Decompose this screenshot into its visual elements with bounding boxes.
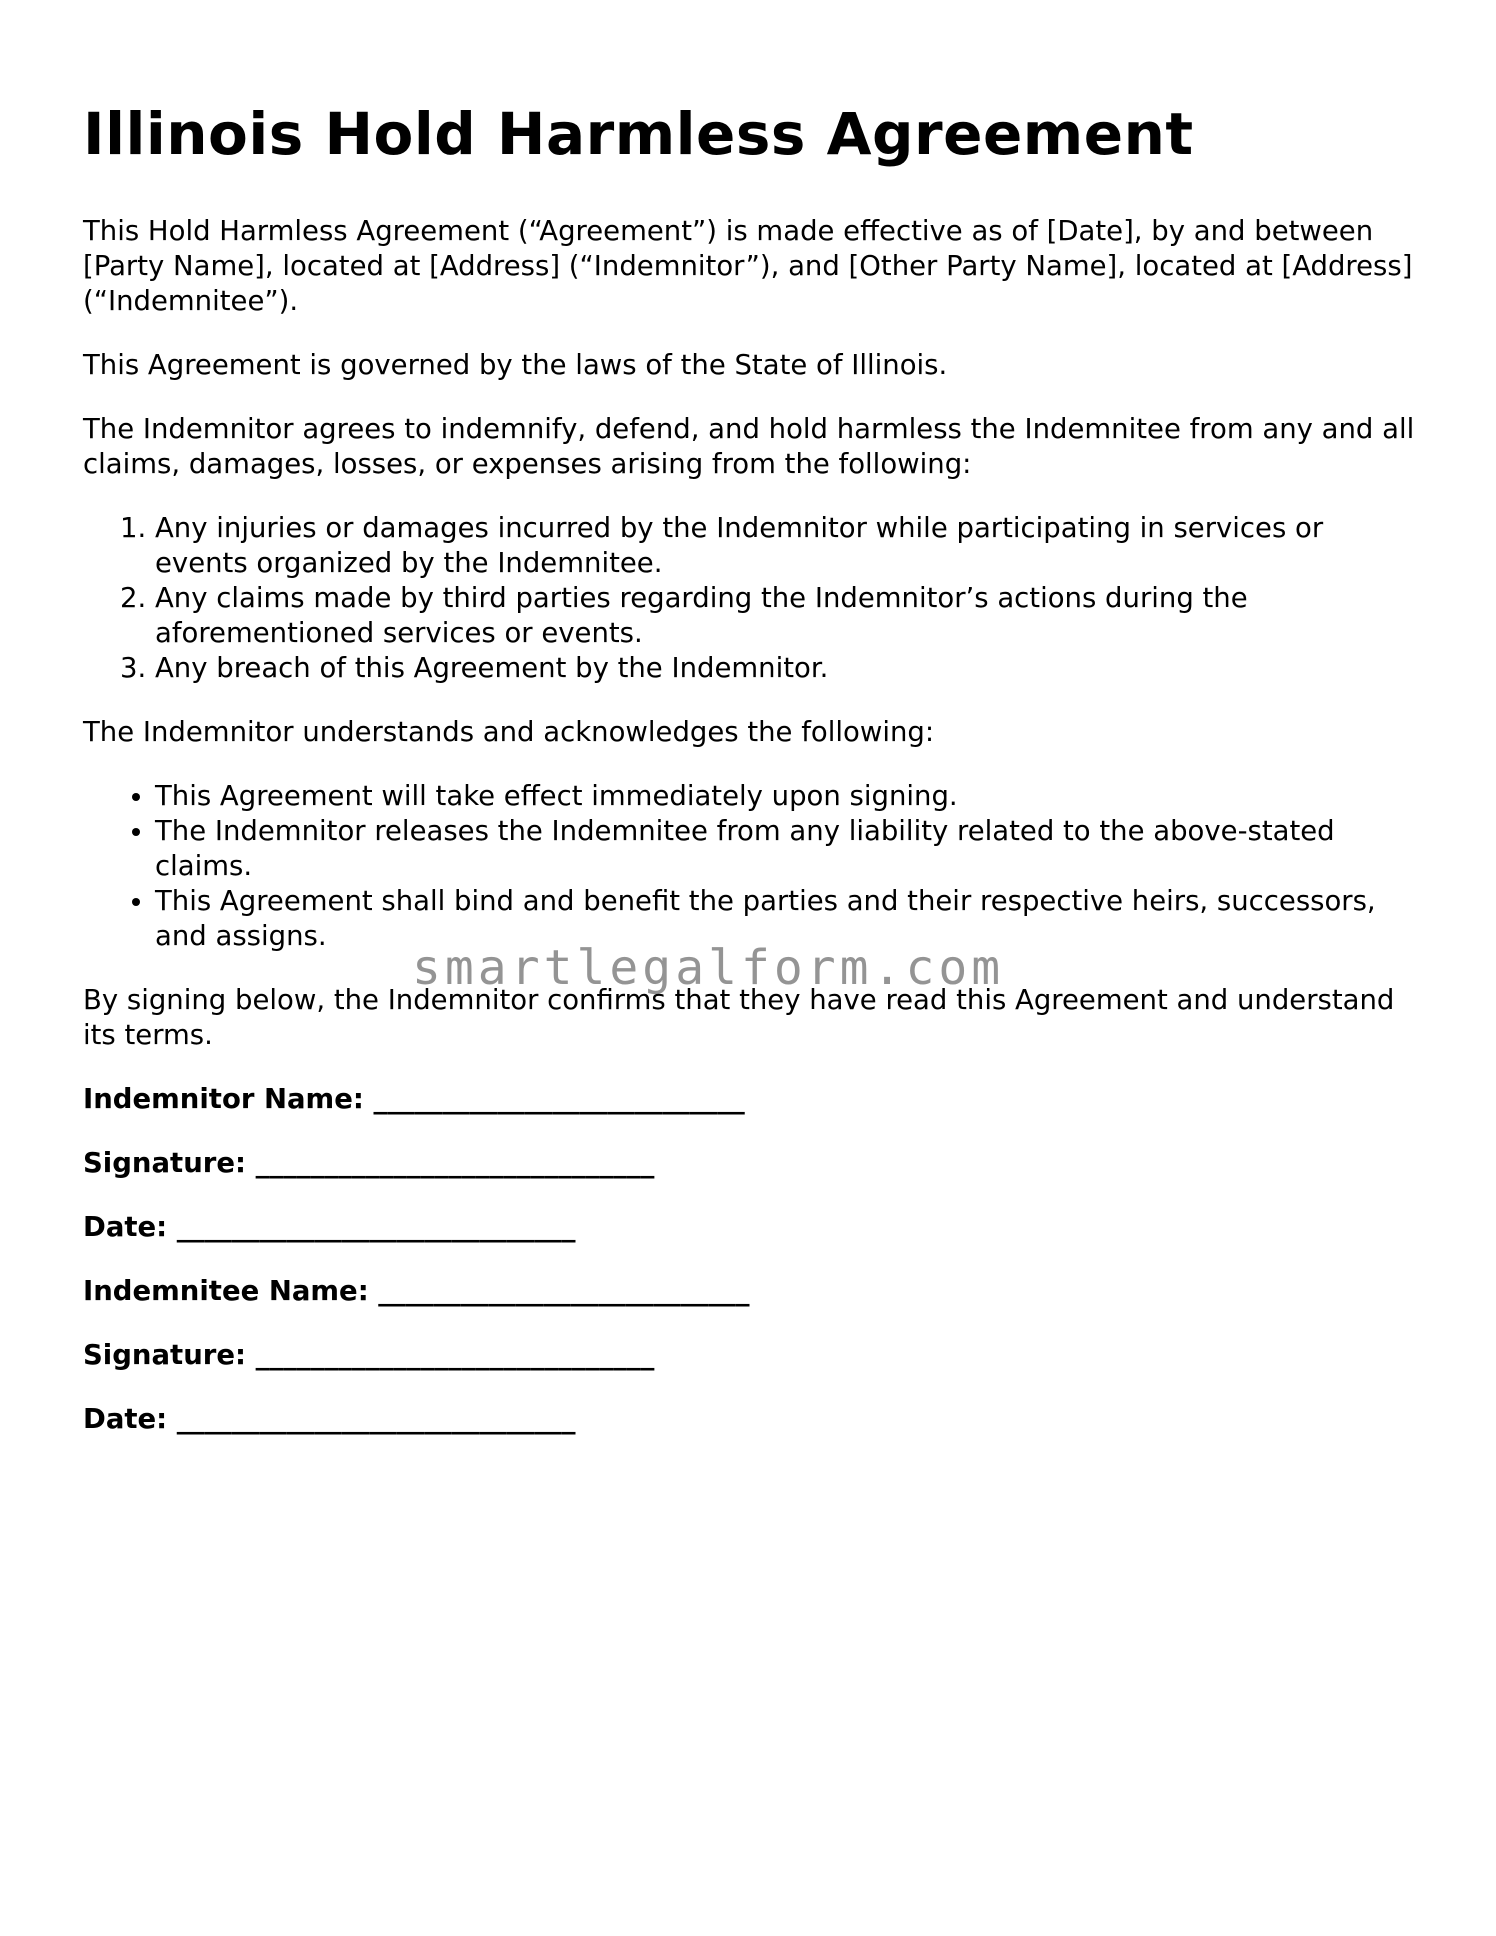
field-label: Indemnitee Name: — [83, 1274, 369, 1307]
field-blank[interactable]: ___________________________ — [378, 1274, 750, 1307]
indemnitor-date-field[interactable] — [83, 1210, 1423, 1245]
intro-paragraph: This Hold Harmless Agreement (“Agreement”) is made effective as of [Date], by and between [Party Name], located at [Address] (“Indemnitor”), and [Other Party Name], located at [Address] (“Indemnitee”). — [83, 214, 1413, 317]
list-item: • This Agreement shall bind and benefit the parties and their respective heirs, successors, and assigns. — [155, 884, 1423, 954]
list-item: • This Agreement will take effect immediately upon signing. — [155, 779, 1423, 814]
indemnitee-date-field[interactable] — [83, 1402, 1423, 1437]
acknowledge-intro-paragraph: The Indemnitor understands and acknowledges the following: — [83, 715, 935, 748]
list-item: 2. Any claims made by third parties regarding the Indemnitor’s actions during the aforementioned services or events. — [155, 581, 1423, 651]
acknowledge-list — [83, 779, 1423, 954]
field-blank[interactable]: _____________________________ — [255, 1338, 655, 1371]
field-blank[interactable]: _____________________________ — [255, 1146, 655, 1179]
indemnitee-name-field[interactable] — [83, 1274, 1423, 1309]
field-label: Signature: — [83, 1338, 246, 1371]
document-page — [83, 100, 1423, 1466]
list-item: 3. Any breach of this Agreement by the Indemnitor. — [155, 651, 1423, 686]
indemnitor-name-field[interactable] — [83, 1082, 1423, 1117]
indemnity-list — [83, 511, 1423, 686]
watermark: smartlegalform.com — [412, 940, 1005, 996]
field-blank[interactable]: _____________________________ — [176, 1402, 576, 1435]
field-label: Date: — [83, 1402, 168, 1435]
field-label: Signature: — [83, 1146, 246, 1179]
field-blank[interactable]: ___________________________ — [373, 1082, 745, 1115]
indemnitor-signature-field[interactable] — [83, 1146, 1423, 1181]
document-title: Illinois Hold Harmless Agreement — [83, 100, 1194, 168]
list-item: 1. Any injuries or damages incurred by the Indemnitor while participating in services or events organized by the Indemnitee. — [155, 511, 1423, 581]
field-label: Date: — [83, 1210, 168, 1243]
indemnity-intro-paragraph: The Indemnitor agrees to indemnify, defend, and hold harmless the Indemnitee from any and all claims, damages, losses, or expenses arising from the following: — [83, 412, 1415, 480]
field-blank[interactable]: _____________________________ — [176, 1210, 576, 1243]
governing-law-paragraph: This Agreement is governed by the laws of the State of Illinois. — [83, 348, 948, 381]
closing-paragraph: By signing below, the Indemnitor confirms that they have read this Agreement and understand its terms. — [83, 983, 1395, 1051]
field-label: Indemnitor Name: — [83, 1082, 364, 1115]
list-item: • The Indemnitor releases the Indemnitee from any liability related to the above-stated claims. — [155, 814, 1423, 884]
indemnitee-signature-field[interactable] — [83, 1338, 1423, 1373]
